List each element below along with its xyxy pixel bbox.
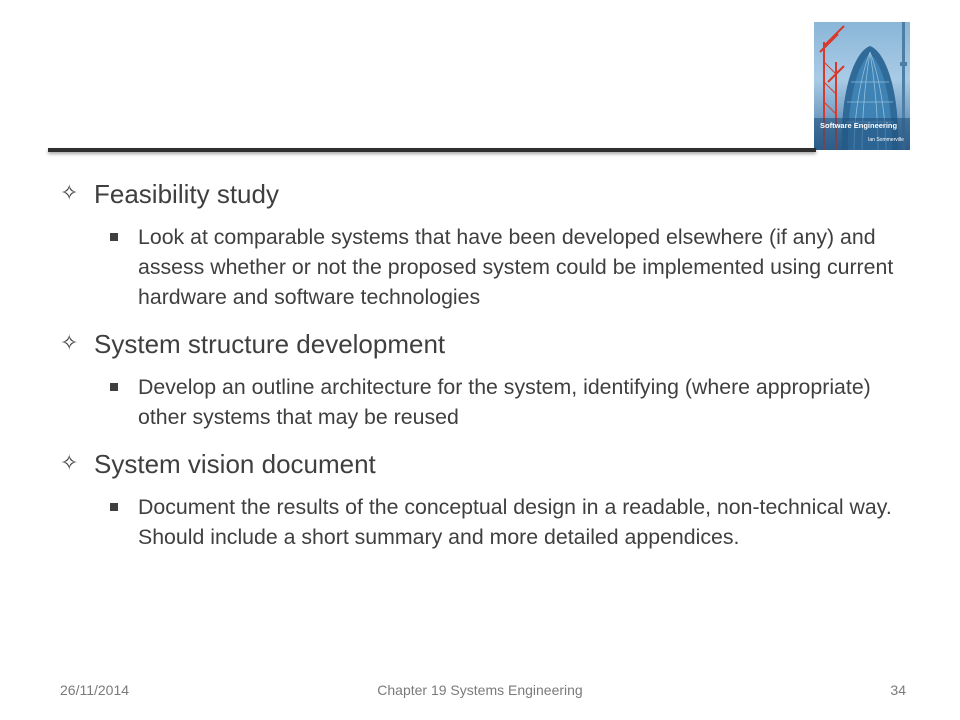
diamond-star-icon: ✧ bbox=[60, 181, 79, 206]
bullet-system-vision-document bbox=[60, 442, 920, 552]
book-author: Ian Sommerville bbox=[868, 137, 904, 143]
book-cover-image bbox=[814, 22, 910, 150]
slide-body bbox=[60, 172, 920, 562]
gherkin-building-icon bbox=[814, 22, 910, 150]
bullet-heading bbox=[60, 442, 920, 486]
sub-bullet-text: Develop an outline architecture for the system, identifying (where appropriate) other systems that may be reused bbox=[138, 375, 871, 429]
square-bullet-icon bbox=[110, 383, 118, 391]
footer-chapter-title: Chapter 19 Systems Engineering bbox=[377, 682, 583, 698]
diamond-star-icon: ✧ bbox=[60, 331, 79, 356]
bullet-heading-text: System structure development bbox=[94, 329, 446, 359]
footer-page-number: 34 bbox=[890, 682, 906, 698]
sub-bullet-text: Look at comparable systems that have been developed elsewhere (if any) and assess whether or not the proposed system could be implemented using current hardware and software technologies bbox=[138, 225, 894, 309]
sub-bullet bbox=[108, 492, 920, 552]
sub-bullet-text: Document the results of the conceptual design in a readable, non-technical way. Should include a short summary and more detailed appendices. bbox=[138, 495, 892, 549]
diamond-star-icon: ✧ bbox=[60, 451, 79, 476]
square-bullet-icon bbox=[110, 233, 118, 241]
bullet-system-structure-development bbox=[60, 322, 920, 432]
square-bullet-icon bbox=[110, 503, 118, 511]
bullet-heading bbox=[60, 322, 920, 366]
book-title: Software Engineering bbox=[820, 121, 898, 130]
bullet-heading-text: Feasibility study bbox=[94, 179, 279, 209]
sub-bullet bbox=[108, 222, 920, 312]
bullet-feasibility-study bbox=[60, 172, 920, 312]
bullet-heading-text: System vision document bbox=[94, 449, 376, 479]
title-divider bbox=[48, 148, 816, 152]
footer-date: 26/11/2014 bbox=[60, 682, 130, 698]
sub-bullet bbox=[108, 372, 920, 432]
bullet-heading bbox=[60, 172, 920, 216]
